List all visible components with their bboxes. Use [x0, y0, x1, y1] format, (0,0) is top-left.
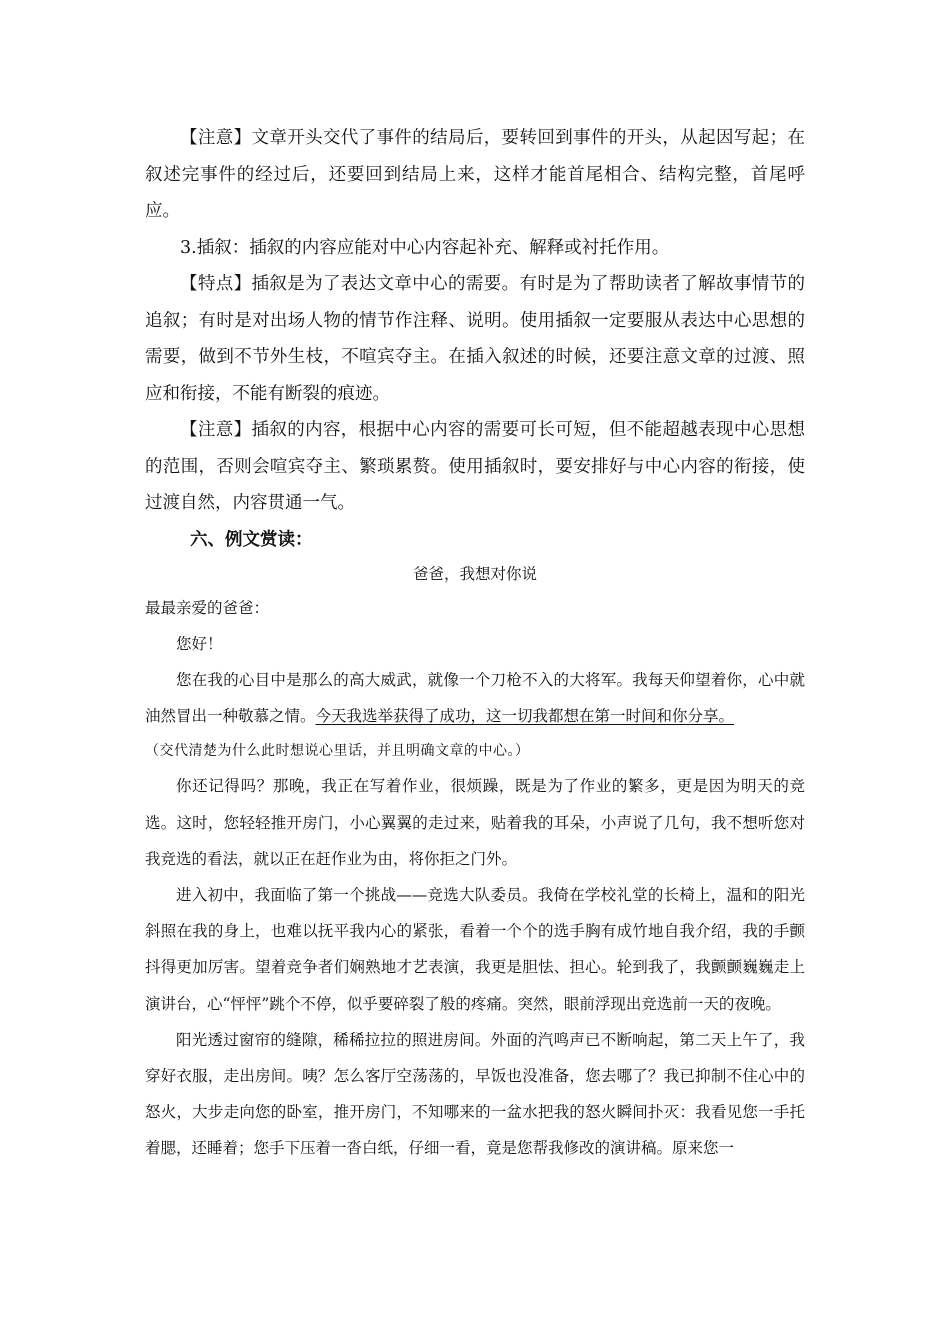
- essay-title: 爸爸，我想对你说: [412, 564, 537, 583]
- essay-greeting: 您好！: [176, 634, 223, 653]
- feature-paragraph: 【特点】插叙是为了表达文章中心的需要。有时是为了帮助读者了解故事情节的追叙；有时是对出场人物的情节作注释、说明。使用插叙一定要服从表达中心思想的需要，做到不节外生枝，不喧宾夺主。在插入叙述的时候，还要注意文章的过渡、照应和衔接，不能有断裂的痕迹。: [145, 274, 805, 404]
- interpolation-item: 3.插叙：插叙的内容应能对中心内容起补充、解释或衬托作用。: [180, 237, 670, 258]
- section-heading: 六、例文赏读：: [190, 529, 313, 550]
- document-page: [145, 120, 805, 1167]
- annotation-comment: （交代清楚为什么此时想说心里话，并且明确文章的中心。）: [145, 743, 530, 760]
- essay-paragraph-3: 进入初中，我面临了第一个挑战——竞选大队委员。我倚在学校礼堂的长椅上，温和的阳光斜照在我的身上，也难以抚平我内心的紧张，看着一个个的选手胸有成竹地自我介绍，我的手颤抖得更加厉害。望着竞争者们娴熟地才艺表演，我更是胆怯、担心。轮到我了，我颤颤巍巍走上演讲台，心“怦怦”跳个不停，似乎要碎裂了般的疼痛。突然，眼前浮现出竞选前一天的夜晚。: [145, 885, 805, 1013]
- essay-paragraph-2: 你还记得吗？那晚，我正在写着作业，很烦躁，既是为了作业的繁多，更是因为明天的竞选。这时，您轻轻推开房门，小心翼翼的走过来，贴着我的耳朵，小声说了几句，我不想听您对我竞选的看法，就以正在赶作业为由，将你拒之门外。: [145, 777, 805, 868]
- essay-paragraph-1: [145, 662, 805, 734]
- note-paragraph-1: 【注意】文章开头交代了事件的结局后，要转回到事件的开头，从起因写起；在叙述完事件的经过后，还要回到结局上来，这样才能首尾相合、结构完整，首尾呼应。: [145, 128, 805, 221]
- essay-paragraph-4: 阳光透过窗帘的缝隙，稀稀拉拉的照进房间。外面的汽鸣声已不断响起，第二天上午了，我穿好衣服，走出房间。咦？怎么客厅空荡荡的，早饭也没准备，您去哪了？我已抑制不住心中的怒火，大步走向您的卧室，推开房门，不知哪来的一盆水把我的怒火瞬间扑灭：我看见您一手托着腮，还睡着；您手下压着一沓白纸，仔细一看，竟是您帮我修改的演讲稿。原来您一: [145, 1030, 805, 1158]
- essay-paragraph-1-text: 您在我的心目中是那么的高大威武，就像一个刀枪不入的大将军。我每天仰望着你，心中就油然冒出一种敬慕之情。: [145, 670, 805, 726]
- essay-salutation: 最最亲爱的爸爸：: [145, 598, 270, 617]
- note-paragraph-2: 【注意】插叙的内容，根据中心内容的需要可长可短，但不能超越表现中心思想的范围，否则会喧宾夺主、繁琐累赘。使用插叙时，要安排好与中心内容的衔接，使过渡自然，内容贯通一气。: [145, 420, 805, 513]
- essay-underlined-sentence: 今天我选举获得了成功，这一切我都想在第一时间和你分享。: [315, 707, 735, 726]
